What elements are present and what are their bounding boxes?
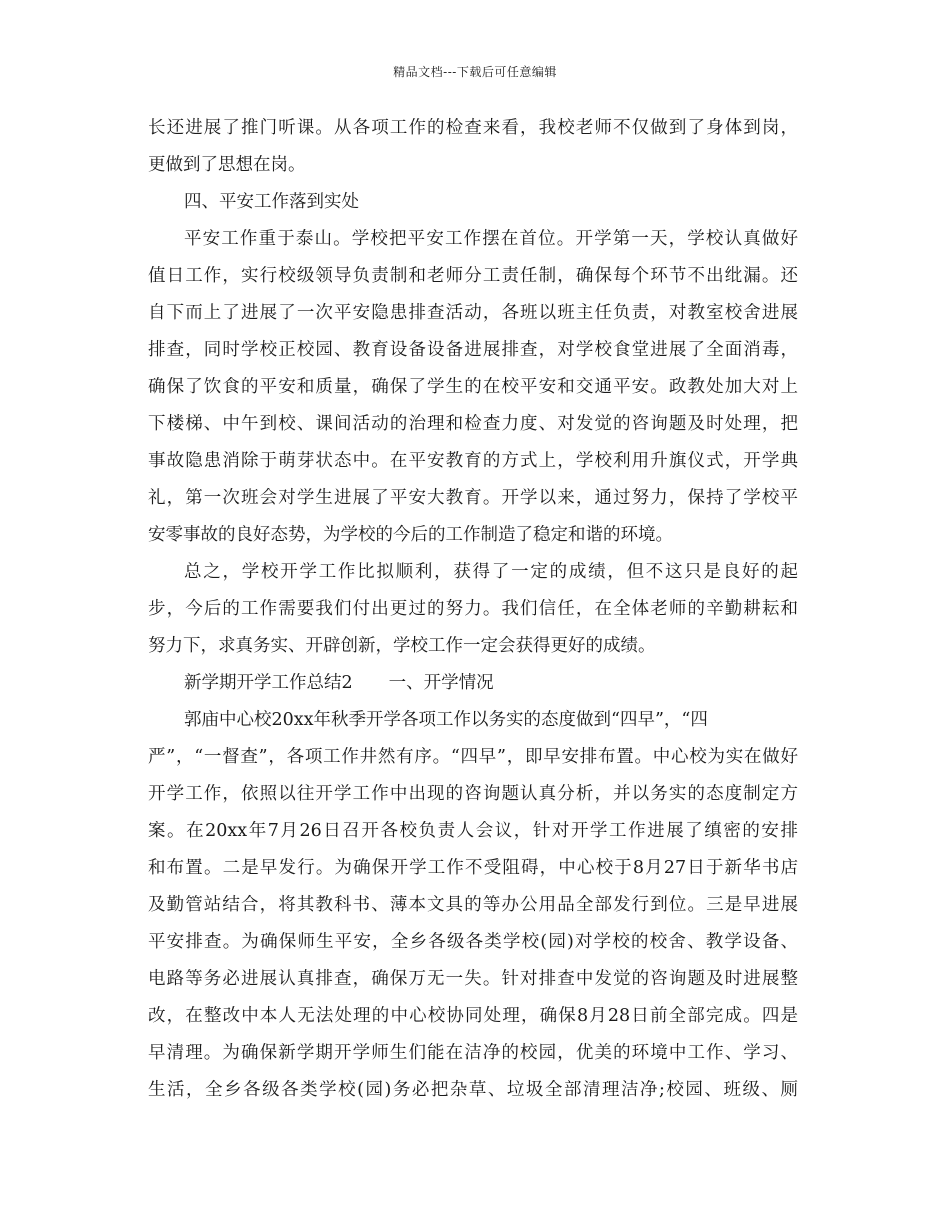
- paragraph-line: 改，在整改中本人无法处理的中心校协同处理，确保8月28日前全部完成。四是: [148, 1006, 798, 1026]
- paragraph-line: 步，今后的工作需要我们付出更过的努力。我们信任，在全体老师的辛勤耕耘和: [148, 599, 798, 619]
- paragraph-line: 郭庙中心校20xx年秋季开学各项工作以务实的态度做到“四早”，“四: [184, 710, 708, 730]
- article-title: 新学期开学工作总结2: [184, 673, 353, 693]
- paragraph-line: 开学工作，依照以往开学工作中出现的咨询题认真分析，并以务实的态度制定方: [148, 784, 798, 804]
- page-header: 精品文档---下载后可任意编辑: [393, 65, 557, 79]
- paragraph-line: 和布置。二是早发行。为确保开学工作不受阻碍，中心校于8月27日于新华书店: [148, 858, 798, 878]
- paragraph-line: 严”，“一督查”，各项工作井然有序。“四早”，即早安排布置。中心校为实在做好: [148, 747, 798, 767]
- paragraph-line: 礼，第一次班会对学生进展了平安大教育。开学以来，通过努力，保持了学校平: [148, 488, 798, 508]
- paragraph-line: 安零事故的良好态势，为学校的今后的工作制造了稳定和谐的环境。: [148, 525, 673, 545]
- paragraph-line: 下楼梯、中午到校、课间活动的治理和检查力度、对发觉的咨询题及时处理，把: [148, 414, 798, 434]
- paragraph-line: 排查，同时学校正校园、教育设备设备进展排查，对学校食堂进展了全面消毒，: [148, 340, 798, 360]
- paragraph-line: 电路等务必进展认真排查，确保万无一失。针对排查中发觉的咨询题及时进展整: [148, 969, 798, 989]
- paragraph-line: 确保了饮食的平安和质量，确保了学生的在校平安和交通平安。政教处加大对上: [148, 377, 798, 397]
- paragraph-line: 更做到了思想在岗。: [148, 155, 306, 175]
- paragraph-line: 努力下，求真务实、开辟创新，学校工作一定会获得更好的成绩。: [148, 636, 656, 656]
- paragraph-line: 及勤管站结合，将其教科书、薄本文具的等办公用品全部发行到位。三是早进展: [148, 895, 798, 915]
- section-heading: [184, 671, 494, 695]
- subsection-heading: 一、开学情况: [388, 673, 494, 693]
- paragraph-line: 早清理。为确保新学期开学师生们能在洁净的校园，优美的环境中工作、学习、: [148, 1043, 798, 1063]
- paragraph-line: 长还进展了推门听课。从各项工作的检查来看，我校老师不仅做到了身体到岗，: [148, 118, 798, 138]
- paragraph-line: 总之，学校开学工作比拟顺利，获得了一定的成绩，但不这只是良好的起: [184, 562, 798, 582]
- paragraph-line: 事故隐患消除于萌芽状态中。在平安教育的方式上，学校利用升旗仪式，开学典: [148, 451, 798, 471]
- paragraph-line: 案。在20xx年7月26日召开各校负责人会议，针对开学工作进展了缜密的安排: [148, 821, 798, 841]
- paragraph-line: 生活，全乡各级各类学校(园)务必把杂草、垃圾全部清理洁净;校园、班级、厕: [148, 1080, 798, 1100]
- paragraph-line: 平安工作重于泰山。学校把平安工作摆在首位。开学第一天，学校认真做好: [184, 229, 798, 249]
- paragraph-line: 值日工作，实行校级领导负责制和老师分工责任制，确保每个环节不出纰漏。还: [148, 266, 798, 286]
- section-heading: 四、平安工作落到实处: [184, 192, 359, 212]
- paragraph-line: 自下而上了进展了一次平安隐患排查活动，各班以班主任负责，对教室校舍进展: [148, 303, 798, 323]
- paragraph-line: 平安排查。为确保师生平安，全乡各级各类学校(园)对学校的校舍、教学设备、: [148, 932, 798, 952]
